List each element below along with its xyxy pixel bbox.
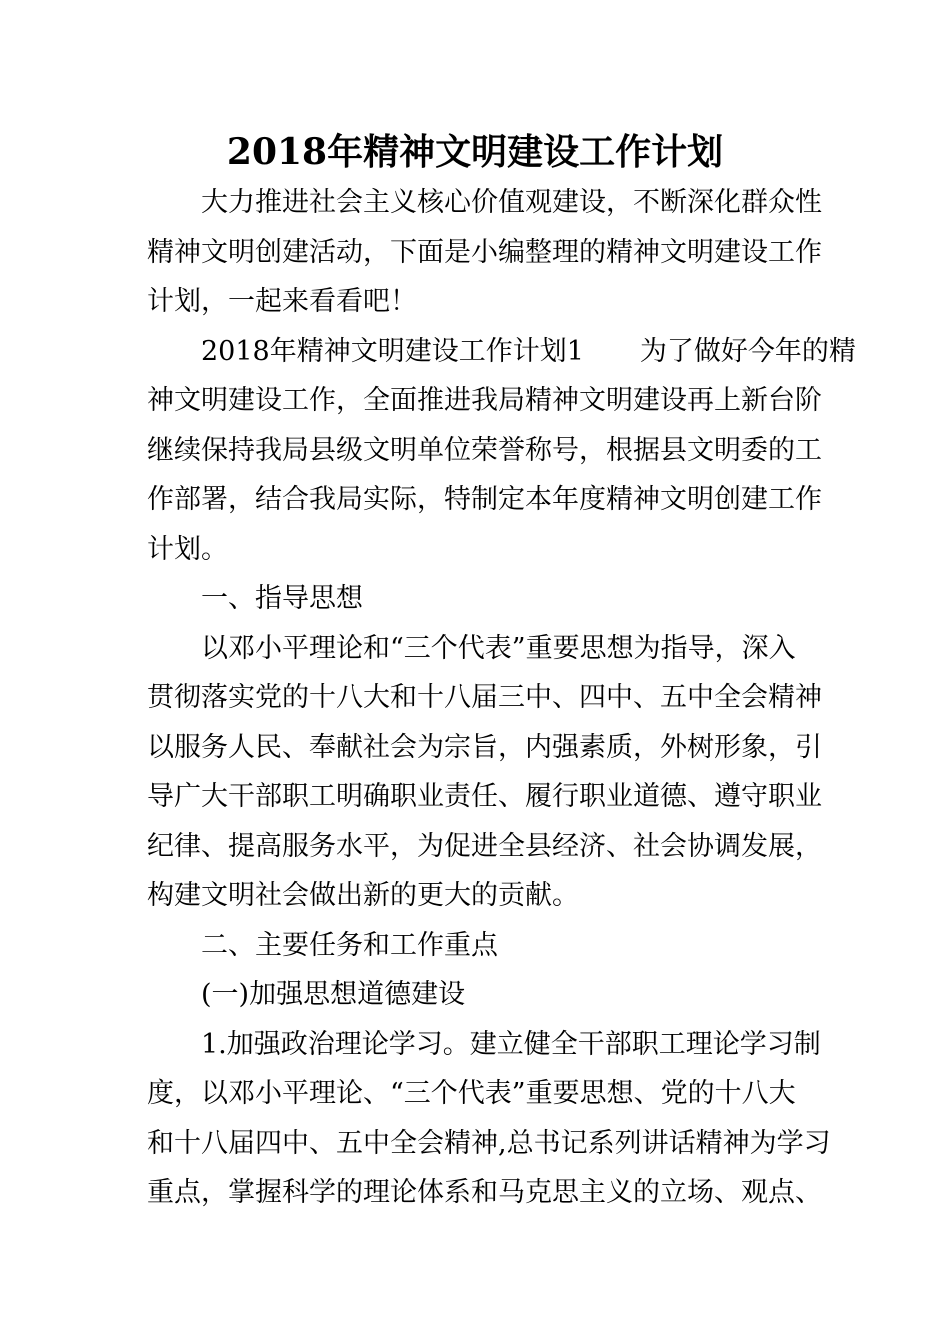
paragraph-line: 以邓小平理论和“三个代表”重要思想为指导，深入 xyxy=(201,632,796,664)
paragraph-line: 1.加强政治理论学习。建立健全干部职工理论学习制 xyxy=(201,1028,821,1060)
paragraph-line: 度，以邓小平理论、“三个代表”重要思想、党的十八大 xyxy=(147,1078,796,1109)
paragraph-line: 重点，掌握科学的理论体系和马克思主义的立场、观点、 xyxy=(147,1177,822,1208)
section-heading-plan-1: 2018年精神文明建设工作计划1 xyxy=(201,335,584,367)
document-body xyxy=(147,178,856,1218)
paragraph-line: 计划。 xyxy=(147,533,228,565)
document-title: 2018年精神文明建设工作计划 xyxy=(226,131,724,173)
paragraph-line: 计划，一起来看看吧！ xyxy=(147,286,417,317)
section-heading: 一、指导思想 xyxy=(201,583,363,614)
paragraph-line: 贯彻落实党的十八大和十八届三中、四中、五中全会精神 xyxy=(147,682,822,713)
paragraph-line: 纪律、提高服务水平，为促进全县经济、社会协调发展， xyxy=(147,830,822,862)
paragraph-line: 神文明建设工作，全面推进我局精神文明建设再上新台阶 xyxy=(147,385,822,416)
paragraph-line: 和十八届四中、五中全会精神,总书记系列讲话精神为学习 xyxy=(147,1127,831,1159)
paragraph-line xyxy=(147,327,856,377)
paragraph-line: 以服务人民、奉献社会为宗旨，内强素质，外树形象，引 xyxy=(147,731,822,763)
paragraph-line: 作部署，结合我局实际，特制定本年度精神文明创建工作 xyxy=(147,484,822,515)
paragraph-line: 大力推进社会主义核心价值观建设，不断深化群众性 xyxy=(201,187,822,218)
section-heading: 二、主要任务和工作重点 xyxy=(201,929,498,961)
paragraph-line: 构建文明社会做出新的更大的贡献。 xyxy=(147,880,579,911)
paragraph-line: 精神文明创建活动，下面是小编整理的精神文明建设工作 xyxy=(147,236,822,268)
paragraph-text: 为了做好今年的精 xyxy=(639,335,856,367)
subsection-heading: (一)加强思想道德建设 xyxy=(201,979,466,1010)
paragraph-line: 导广大干部职工明确职业责任、履行职业道德、遵守职业 xyxy=(147,781,822,812)
paragraph-line: 继续保持我局县级文明单位荣誉称号，根据县文明委的工 xyxy=(147,434,822,466)
